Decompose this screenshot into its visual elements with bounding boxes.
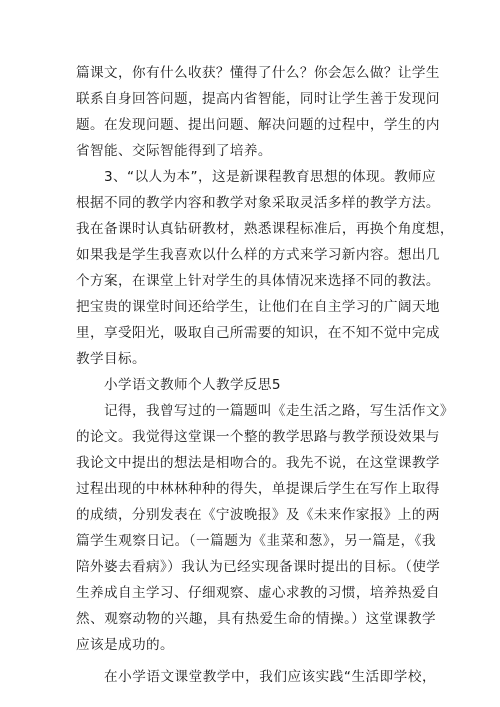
text-line: 篇课文，你有什么收获？懂得了什么？你会怎么做？让学生 [76, 65, 440, 81]
paragraph-first-line: 在小学语文课堂教学中，我们应该实践“生活即学校， [104, 669, 436, 685]
text-line: 过程出现的中林林种种的得失，单提课后学生在写作上取得 [76, 481, 440, 497]
text-line: 省智能、交际智能得到了培养。 [76, 143, 272, 159]
paragraph-first-line: 3、“以人为本”，这是新课程教育思想的体现。教师应 [104, 169, 436, 185]
text-line: 的成绩，分别发表在《宁波晚报》及《未来作家报》上的两 [76, 507, 440, 523]
text-line: 篇学生观察日记。（一篇题为《韭菜和葱》，另一篇是，《我 [76, 533, 436, 549]
text-line: 陪外婆去看病》）我认为已经实现备课时提出的目标。（使学 [76, 559, 441, 575]
text-line: 我在备课时认真钻研教材，熟悉课程标准后，再换个角度想， [76, 221, 454, 237]
text-line: 里，享受阳光，吸取自己所需要的知识，在不知不觉中完成 [76, 325, 440, 341]
text-line: 把宝贵的课堂时间还给学生，让他们在自主学习的广阔天地 [76, 299, 440, 315]
text-line: 根据不同的教学内容和教学对象采取灵活多样的教学方法。 [76, 195, 440, 211]
text-line: 联系自身回答问题，提高内省智能，同时让学生善于发现问 [76, 91, 440, 107]
text-line: 个方案，在课堂上针对学生的具体情况来选择不同的教法。 [76, 273, 440, 289]
section-heading: 小学语文教师个人教学反思5 [104, 377, 281, 393]
text-line: 然、观察动物的兴趣，具有热爱生命的情操。）这堂课教学 [76, 611, 436, 627]
text-line: 教学目标。 [76, 351, 146, 367]
text-line: 生养成自主学习、仔细观察、虚心求教的习惯，培养热爱自 [76, 585, 440, 601]
paragraph-first-line: 记得，我曾写过的一篇题叫《走生活之路，写生活作文》 [104, 403, 454, 419]
text-line: 题。在发现问题、提出问题、解决问题的过程中，学生的内 [76, 117, 440, 133]
text-line: 的论文。我觉得这堂课一个整的教学思路与教学预设效果与 [76, 429, 440, 445]
text-line: 应该是成功的。 [76, 637, 174, 653]
text-line: 我论文中提出的想法是相吻合的。我先不说，在这堂课教学 [76, 455, 440, 471]
text-line: 如果我是学生我喜欢以什么样的方式来学习新内容。想出几 [76, 247, 440, 263]
